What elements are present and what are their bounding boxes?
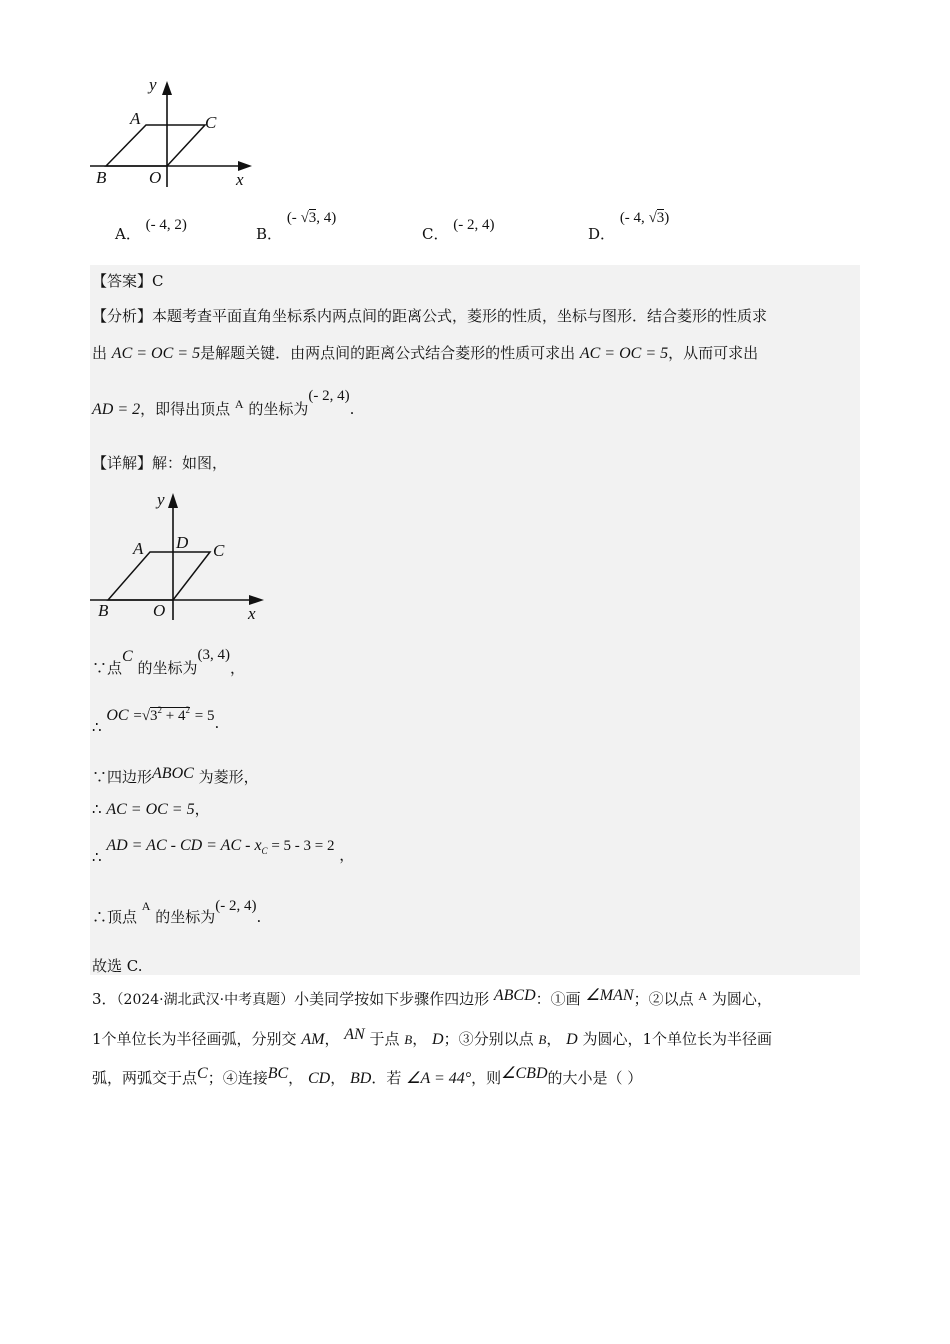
q3-l1-point: A bbox=[698, 989, 708, 1003]
detail-s6-pre: ∴顶点 bbox=[92, 908, 138, 926]
analysis-text-1: 本题考查平面直角坐标系内两点间的距离公式，菱形的性质，坐标与图形．结合菱形的性质求 bbox=[152, 307, 768, 325]
q3-l3-cd: CD bbox=[307, 1070, 331, 1087]
analysis-line-3 bbox=[92, 388, 355, 418]
q3-l2-c: ；③分别以点 bbox=[443, 1030, 534, 1048]
detail-s2-radicand bbox=[150, 707, 190, 724]
detail-s2-eq: = bbox=[133, 708, 142, 724]
option-b-sqrt-icon: √ bbox=[300, 210, 309, 226]
q3-l3-bd: BD bbox=[349, 1070, 372, 1087]
q3-l1-a: 小美同学按如下步骤作四边形 bbox=[294, 990, 490, 1008]
fig2-label-c: C bbox=[213, 541, 225, 560]
q3-l2-an: AN bbox=[344, 1026, 365, 1043]
detail-s3-shape: ABOC bbox=[152, 765, 194, 782]
q3-l1-c: ；②以点 bbox=[633, 990, 694, 1008]
q3-l2-comma-3: ， bbox=[546, 1030, 562, 1048]
detail-s2-rhs: = 5 bbox=[194, 708, 215, 724]
detail-line-intro bbox=[92, 452, 227, 473]
fig1-label-b: B bbox=[96, 168, 107, 187]
detail-s5-end: ， bbox=[339, 846, 355, 864]
question-3-line-2 bbox=[92, 1028, 772, 1049]
option-d-sqrt-icon: √ bbox=[648, 210, 657, 226]
fig1-label-y: y bbox=[149, 75, 157, 94]
option-a[interactable] bbox=[115, 213, 187, 243]
q3-source: （2024·湖北武汉·中考真题） bbox=[116, 992, 295, 1008]
detail-s5-pre: ∴ bbox=[92, 848, 102, 866]
option-c-value: (- 2, 4) bbox=[453, 217, 495, 233]
detail-s2-lhs: OC bbox=[106, 707, 129, 724]
detail-s1-point: C bbox=[122, 648, 133, 665]
q3-l2-am: AM bbox=[301, 1031, 325, 1048]
q3-l2-comma-2: ， bbox=[412, 1030, 428, 1048]
option-b-letter: B． bbox=[256, 225, 283, 243]
analysis-text-2b: 是解题关键．由两点间的距离公式结合菱形的性质可求出 bbox=[200, 344, 576, 362]
analysis-eq-ac-oc-2: AC = OC = 5 bbox=[579, 345, 669, 362]
analysis-eq-ac-oc: AC = OC = 5 bbox=[111, 345, 201, 362]
figure-rhombus-2 bbox=[88, 488, 268, 623]
option-b-value-root: 3 bbox=[308, 210, 317, 226]
option-d-letter: D． bbox=[588, 225, 616, 243]
detail-s4-pre: ∴ bbox=[92, 800, 102, 818]
q3-l3-point-c: C bbox=[197, 1065, 208, 1082]
option-b-value-pre: (- bbox=[286, 210, 301, 226]
fig2-label-a: A bbox=[133, 539, 144, 558]
fig1-label-a: A bbox=[130, 109, 141, 128]
q3-l3-d: ．若 bbox=[371, 1069, 402, 1087]
q3-l2-point-d-2: D bbox=[566, 1031, 578, 1048]
analysis-text-3a: ，即得出顶点 bbox=[140, 400, 231, 418]
detail-s1-coord: (3, 4) bbox=[197, 647, 230, 663]
option-c[interactable] bbox=[422, 213, 495, 243]
detail-step-4 bbox=[92, 798, 210, 819]
detail-s5-eq-a: AD = AC - CD = AC - x bbox=[106, 837, 262, 854]
detail-step-2 bbox=[92, 705, 220, 736]
q3-l1-b: ：①画 bbox=[535, 990, 581, 1008]
detail-s2-sqrt-icon: √ bbox=[141, 708, 151, 724]
detail-s6-point: A bbox=[141, 899, 151, 913]
q3-l2-d: 为圆心，1个单位长为半径画 bbox=[582, 1030, 773, 1048]
option-d-value-root: 3 bbox=[656, 210, 665, 226]
q3-number: 3． bbox=[92, 990, 117, 1008]
q3-l2-point-b: B bbox=[404, 1032, 413, 1047]
detail-s5-eq-b: = 5 - 3 = 2 bbox=[267, 838, 335, 854]
option-d-value-pre: (- 4, bbox=[619, 210, 649, 226]
fig2-label-b: B bbox=[98, 601, 109, 620]
fig1-label-x: x bbox=[236, 170, 244, 189]
detail-s2-rad-a: 3 bbox=[150, 708, 158, 724]
detail-s2-sup-b: 2 bbox=[185, 705, 191, 715]
detail-s6-coord: (- 2, 4) bbox=[215, 898, 257, 914]
analysis-text-2c: ，从而可求出 bbox=[668, 344, 759, 362]
fig2-label-d: D bbox=[176, 533, 189, 552]
fig1-label-c: C bbox=[205, 113, 217, 132]
detail-step-3 bbox=[92, 762, 259, 786]
detail-s4-end: ， bbox=[194, 800, 210, 818]
analysis-line-1 bbox=[92, 305, 767, 326]
option-c-letter: C． bbox=[422, 225, 449, 243]
detail-s2-pre: ∴ bbox=[92, 718, 102, 736]
q3-l1-angle: ∠MAN bbox=[585, 987, 634, 1004]
detail-s2-end: . bbox=[214, 714, 220, 732]
detail-s6-mid: 的坐标为 bbox=[155, 908, 216, 926]
q3-l3-angle-cbd: ∠CBD bbox=[501, 1065, 548, 1082]
option-a-value: (- 4, 2) bbox=[145, 217, 187, 233]
fig2-label-o: O bbox=[153, 601, 166, 620]
q3-l2-a: 1个单位长为半径画弧，分别交 bbox=[92, 1030, 297, 1048]
detail-step-6 bbox=[92, 894, 262, 926]
q3-l1-d: 为圆心， bbox=[711, 990, 772, 1008]
option-b-value-post: , 4) bbox=[316, 210, 337, 226]
fig2-label-y: y bbox=[157, 490, 165, 509]
q3-l2-point-b-2: B bbox=[538, 1032, 547, 1047]
option-d[interactable] bbox=[588, 206, 670, 243]
detail-s4-eq: AC = OC = 5 bbox=[106, 801, 195, 818]
q3-l2-point-d: D bbox=[432, 1031, 444, 1048]
q3-l2-comma: ， bbox=[324, 1030, 340, 1048]
figure-rhombus-1 bbox=[88, 75, 258, 195]
detail-s2-plus: + 4 bbox=[162, 708, 186, 724]
q3-l3-b: ；④连接 bbox=[207, 1069, 268, 1087]
detail-tag: 【详解】 bbox=[92, 454, 153, 472]
option-d-value-post: ) bbox=[664, 210, 670, 226]
q3-l3-comma-2: ， bbox=[330, 1069, 346, 1087]
analysis-tag: 【分析】 bbox=[92, 307, 153, 325]
analysis-end: . bbox=[349, 400, 355, 418]
q3-l3-comma-1: ， bbox=[288, 1069, 304, 1087]
q3-l1-shape: ABCD bbox=[493, 987, 536, 1004]
analysis-text-2a: 出 bbox=[92, 344, 108, 362]
q3-l3-bc: BC bbox=[267, 1065, 289, 1082]
detail-s3-end: 为菱形， bbox=[198, 768, 259, 786]
analysis-line-2 bbox=[92, 342, 758, 363]
detail-step-1 bbox=[92, 645, 245, 677]
q3-l3-a: 弧，两弧交于点 bbox=[92, 1069, 198, 1087]
question-3-line-3 bbox=[92, 1067, 642, 1088]
detail-s1-pre: ∵点 bbox=[92, 659, 123, 677]
detail-s5-sub: C bbox=[261, 846, 268, 856]
question-3-line-1 bbox=[92, 988, 772, 1009]
q3-l3-e: ，则 bbox=[471, 1069, 502, 1087]
q3-l3-f: 的大小是（ ） bbox=[547, 1069, 643, 1087]
answer-tag: 【答案】 bbox=[92, 272, 153, 290]
fig2-label-x: x bbox=[248, 604, 256, 623]
detail-s6-end: . bbox=[256, 908, 262, 926]
detail-s3-pre: ∵四边形 bbox=[92, 768, 153, 786]
analysis-point-a: A bbox=[234, 397, 244, 411]
q3-l2-b: 于点 bbox=[369, 1030, 400, 1048]
option-a-letter: A． bbox=[115, 225, 141, 243]
detail-s1-end: ， bbox=[229, 659, 245, 677]
detail-intro: 解：如图， bbox=[152, 454, 228, 472]
detail-final: 故选 C. bbox=[92, 957, 143, 975]
detail-step-5 bbox=[92, 834, 355, 866]
detail-s2-sup-a: 2 bbox=[157, 705, 163, 715]
answer-text: C bbox=[152, 272, 164, 290]
detail-s1-mid: 的坐标为 bbox=[137, 659, 198, 677]
analysis-text-3b: 的坐标为 bbox=[248, 400, 309, 418]
analysis-eq-ad: AD = 2 bbox=[92, 401, 141, 418]
option-b[interactable] bbox=[256, 206, 337, 243]
answer-line bbox=[92, 270, 164, 291]
q3-l3-angle-a: ∠A = 44° bbox=[406, 1070, 472, 1087]
analysis-coord: (- 2, 4) bbox=[308, 388, 350, 404]
fig1-label-o: O bbox=[149, 168, 162, 187]
